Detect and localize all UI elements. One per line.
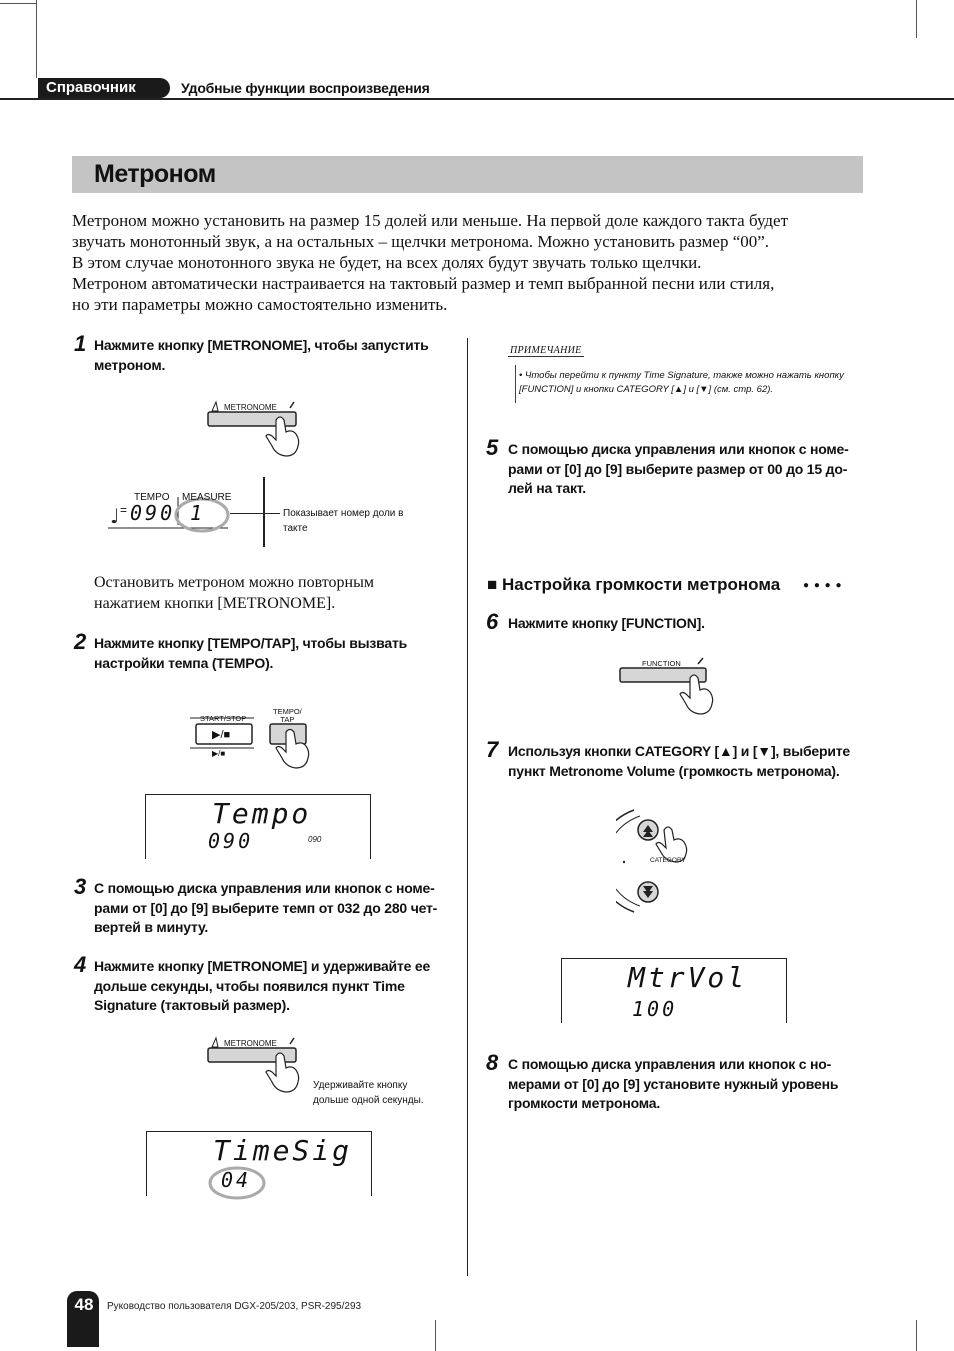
tempo-tap-illustration <box>188 704 328 776</box>
intro-line: Метроном автоматически настраивается на тактовый размер и темп выбранной песни или стиля, <box>72 274 775 293</box>
header-rule <box>0 98 954 100</box>
intro-line: Метроном можно установить на размер 15 долей или меньше. На первой доле каждого такта будет <box>72 211 789 230</box>
step-line: вертей в минуту. <box>94 919 209 935</box>
section-subtitle: Удобные функции воспроизведения <box>181 80 430 96</box>
note-line: • Чтобы перейти к пункту Time Signature, также можно нажать кнопку <box>519 370 844 381</box>
play-stop-glyph-small: ▶/■ <box>212 749 226 758</box>
step-7-text <box>508 742 850 781</box>
step-line: дольше секунды, чтобы появился пункт Time <box>94 977 405 994</box>
tempo-tap-line: TEMPO/ <box>273 707 302 716</box>
metronome-button-illustration <box>206 398 306 458</box>
category-label: CATEGORY <box>650 857 686 864</box>
equals-sign: = <box>120 503 128 517</box>
page-title: Метроном <box>94 160 216 188</box>
measure-callout <box>283 506 403 536</box>
lcd-mini-tempo: 090 <box>308 835 322 844</box>
callout-line-text: Показывает номер доли в <box>283 508 404 519</box>
footer-text: Руководство пользователя DGX-205/203, PSR-295/293 <box>107 1301 362 1312</box>
intro-line: В этом случае монотонного звука не будет, на всех долях будут звучать только щелчки. <box>72 253 702 272</box>
step-5-text <box>508 440 849 499</box>
stop-line: Остановить метроном можно повторным <box>94 574 374 591</box>
step-4-text <box>94 957 430 1016</box>
lcd-tempo <box>145 794 371 859</box>
step-line: С помощью диска управления или кнопок с но- <box>508 1056 832 1072</box>
step-line: Нажмите кнопку [METRONOME], чтобы запустить <box>94 337 429 353</box>
step-line: громкости метронома. <box>508 1095 661 1111</box>
lcd-timesig <box>146 1131 372 1196</box>
lcd-main-text: Tempo <box>212 797 312 830</box>
function-button-illustration <box>618 656 728 716</box>
step-number: 6 <box>486 609 499 634</box>
note-label: ПРИМЕЧАНИЕ <box>510 345 582 356</box>
step-number: 3 <box>74 874 87 899</box>
crop-mark <box>36 0 37 78</box>
step-line: метроном. <box>94 356 166 373</box>
note-bar <box>515 365 516 403</box>
step-1-text <box>94 336 429 375</box>
start-stop-label: START/STOP <box>200 714 247 723</box>
step-3-text <box>94 879 437 938</box>
step-8-text <box>508 1055 838 1114</box>
intro-paragraph <box>72 210 872 315</box>
callout-line-text: Удерживайте кнопку <box>313 1080 408 1091</box>
intro-line: но эти параметры можно самостоятельно изменить. <box>72 295 448 314</box>
step-number: 4 <box>74 952 87 977</box>
step-6-text <box>508 614 705 634</box>
crop-mark <box>435 1320 436 1351</box>
highlight-circle <box>207 1166 267 1200</box>
metronome-label: METRONOME <box>224 403 277 412</box>
callout-bar <box>263 477 265 547</box>
tempo-label: TEMPO <box>134 492 170 503</box>
function-label: FUNCTION <box>642 659 681 668</box>
lcd-sub-value: 04 <box>221 1168 252 1192</box>
crop-mark <box>916 0 917 38</box>
step-line: Используя кнопки CATEGORY [▲] и [▼], выберите <box>508 743 850 759</box>
tempo-measure-display <box>108 485 268 545</box>
step-line: Нажмите кнопку [METRONOME] и удерживайте ее <box>94 958 431 974</box>
crop-mark <box>916 1320 917 1351</box>
step-number: 5 <box>486 435 499 460</box>
step-line: рами от [0] до [9] выберите размер от 00 до 15 до- <box>508 460 848 477</box>
step-number: 8 <box>486 1050 499 1075</box>
crop-mark <box>0 3 36 4</box>
category-buttons-illustration <box>616 806 726 916</box>
lcd-sub-value: 090 <box>208 829 254 853</box>
callout-line-text: дольше одной секунды. <box>313 1095 424 1106</box>
lcd-main-text: TimeSig <box>213 1134 353 1167</box>
step-number: 7 <box>486 737 499 762</box>
measure-label: MEASURE <box>182 492 232 503</box>
step-line: Нажмите кнопку [TEMPO/TAP], чтобы вызвать <box>94 635 408 651</box>
lcd-measure-value: 1 <box>190 501 206 525</box>
lcd-mtrvol <box>561 958 787 1023</box>
step-line: Signature (тактовый размер). <box>94 997 290 1013</box>
lcd-tempo-value: 090 <box>130 501 176 525</box>
step-number: 2 <box>74 629 87 654</box>
step-line: настройки темпа (TEMPO). <box>94 654 274 671</box>
step-line: лей на такт. <box>508 480 586 496</box>
tempo-tap-line: TAP <box>280 715 295 724</box>
svg-text:♩: ♩ <box>110 504 120 528</box>
callout-line-text: такте <box>283 523 308 534</box>
step-line: рами от [0] до [9] выберите темп от 032 до 280 чет- <box>94 899 438 916</box>
metronome-label: METRONOME <box>224 1039 277 1048</box>
section-label: Справочник <box>38 78 170 98</box>
note-line: [FUNCTION] и кнопки CATEGORY [▲] и [▼] (см. стр. 62). <box>519 384 774 395</box>
tempo-tap-label <box>273 708 302 724</box>
page-number: 48 <box>74 1295 94 1314</box>
note-text <box>519 369 849 397</box>
lcd-sub-value: 100 <box>632 997 678 1021</box>
stop-line: нажатием кнопки [METRONOME]. <box>94 595 336 612</box>
subheading-dots: ● ● ● ● <box>803 580 843 591</box>
step-line: С помощью диска управления или кнопок с номе- <box>94 880 435 896</box>
callout-line <box>230 513 280 514</box>
hold-callout <box>313 1078 424 1108</box>
intro-line: звучать монотонный звук, а на остальных – щелчки метронома. Можно установить размер “00”. <box>72 232 770 251</box>
step-line: мерами от [0] до [9] установите нужный уровень <box>508 1075 839 1092</box>
lcd-main-text: MtrVol <box>628 961 748 994</box>
step-line: Нажмите кнопку [FUNCTION]. <box>508 615 705 631</box>
stop-note <box>94 572 374 614</box>
column-divider <box>467 338 468 1276</box>
step-line: пункт Metronome Volume (громкость метронома). <box>508 762 840 779</box>
subheading: ■ Настройка громкости метронома <box>487 575 781 594</box>
step-number: 1 <box>74 331 87 356</box>
play-stop-glyph: ▶/■ <box>212 729 231 741</box>
step-line: С помощью диска управления или кнопок с номе- <box>508 441 849 457</box>
step-2-text <box>94 634 407 673</box>
metronome-button-illustration-hold <box>206 1034 306 1094</box>
